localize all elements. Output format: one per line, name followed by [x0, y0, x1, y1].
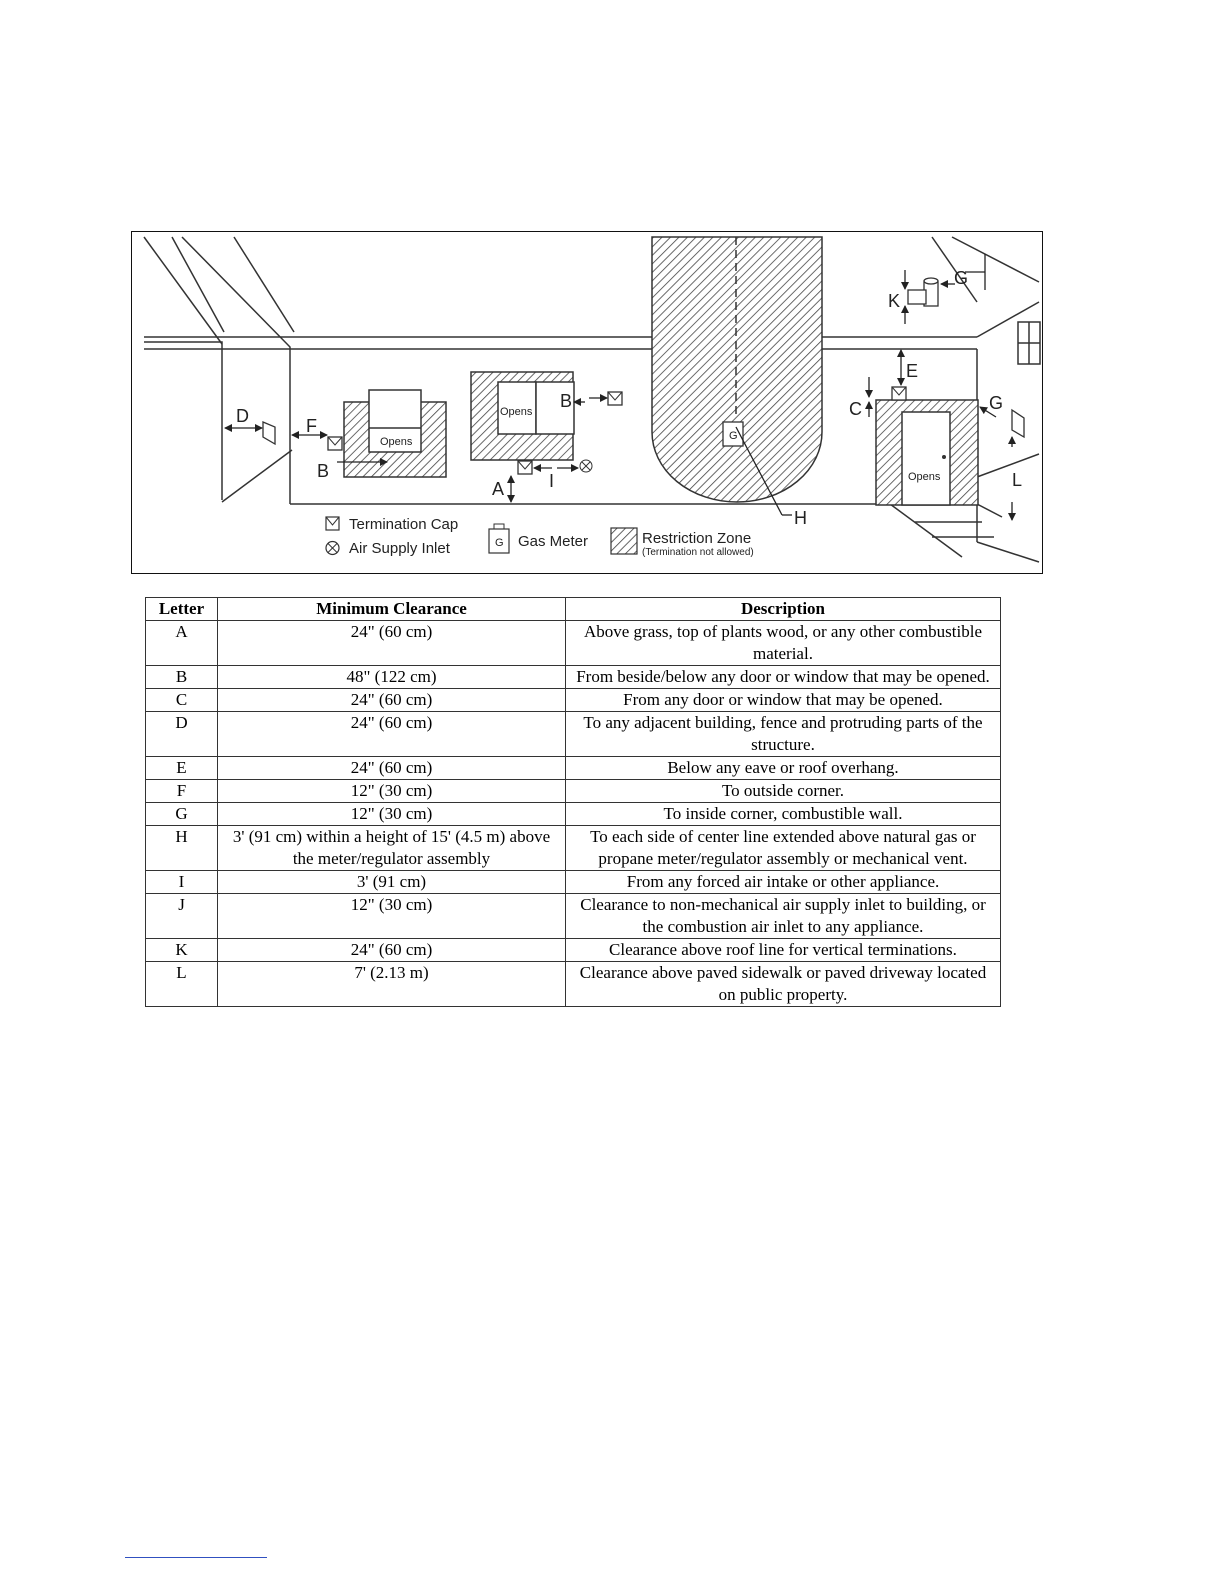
opens-label-2: Opens — [500, 406, 533, 418]
legend-termination-cap: Termination Cap — [349, 516, 459, 533]
table-row — [146, 712, 1001, 757]
table-row — [146, 689, 1001, 712]
table-row — [146, 939, 1001, 962]
row-letter: D — [146, 712, 218, 757]
label-D: D — [236, 406, 249, 426]
table-row — [146, 780, 1001, 803]
row-letter: I — [146, 871, 218, 894]
table-row — [146, 962, 1001, 1007]
row-clearance: 24" (60 cm) — [218, 689, 566, 712]
row-clearance: 24" (60 cm) — [218, 939, 566, 962]
legend-restriction-zone: Restriction Zone — [642, 530, 752, 547]
row-clearance: 24" (60 cm) — [218, 757, 566, 780]
table-row — [146, 826, 1001, 871]
row-letter: J — [146, 894, 218, 939]
table-row — [146, 757, 1001, 780]
row-letter: A — [146, 621, 218, 666]
row-clearance: 3' (91 cm) — [218, 871, 566, 894]
label-H: H — [794, 508, 807, 528]
opens-label-1: Opens — [380, 436, 413, 448]
label-C: C — [849, 399, 862, 419]
row-description: Clearance to non-mechanical air supply inlet to building, or the combustion air inlet to any appliance. — [566, 894, 1001, 939]
label-E: E — [906, 361, 919, 381]
legend-gas-meter: Gas Meter — [518, 533, 589, 550]
row-clearance: 24" (60 cm) — [218, 712, 566, 757]
vent-clearance-diagram — [131, 231, 1043, 574]
label-K: K — [888, 291, 901, 311]
row-letter: K — [146, 939, 218, 962]
row-letter: F — [146, 780, 218, 803]
label-G-right: G — [989, 393, 1004, 413]
row-description: To each side of center line extended above natural gas or propane meter/regulator assembly or mechanical vent. — [566, 826, 1001, 871]
label-B-center: B — [560, 391, 573, 411]
row-description: To outside corner. — [566, 780, 1001, 803]
table-row — [146, 666, 1001, 689]
row-letter: L — [146, 962, 218, 1007]
row-description: Clearance above paved sidewalk or paved driveway located on public property. — [566, 962, 1001, 1007]
row-description: To inside corner, combustible wall. — [566, 803, 1001, 826]
row-clearance: 24" (60 cm) — [218, 621, 566, 666]
row-description: Above grass, top of plants wood, or any other combustible material. — [566, 621, 1001, 666]
label-L: L — [1012, 470, 1023, 490]
row-clearance: 12" (30 cm) — [218, 803, 566, 826]
footnote-separator — [125, 1557, 267, 1558]
row-clearance: 3' (91 cm) within a height of 15' (4.5 m) above the meter/regulator assembly — [218, 826, 566, 871]
legend-meter-letter: G — [495, 537, 504, 549]
label-B-left: B — [317, 461, 330, 481]
row-description: From any door or window that may be opened. — [566, 689, 1001, 712]
gas-meter-letter: G — [729, 430, 738, 442]
table-row — [146, 894, 1001, 939]
legend-restriction-note: (Termination not allowed) — [642, 547, 754, 558]
label-F: F — [306, 416, 317, 436]
row-letter: H — [146, 826, 218, 871]
header-description: Description — [566, 598, 1001, 621]
opens-label-3: Opens — [908, 471, 941, 483]
table-header-row — [146, 598, 1001, 621]
clearance-table — [145, 597, 1001, 1007]
label-G-top: G — [954, 268, 969, 288]
header-letter: Letter — [146, 598, 218, 621]
row-letter: B — [146, 666, 218, 689]
header-minimum-clearance: Minimum Clearance — [218, 598, 566, 621]
table-row — [146, 803, 1001, 826]
row-clearance: 12" (30 cm) — [218, 894, 566, 939]
row-letter: G — [146, 803, 218, 826]
row-description: From beside/below any door or window that may be opened. — [566, 666, 1001, 689]
label-A: A — [492, 479, 505, 499]
row-clearance: 12" (30 cm) — [218, 780, 566, 803]
row-description: Clearance above roof line for vertical terminations. — [566, 939, 1001, 962]
label-I: I — [549, 471, 555, 491]
table-row — [146, 871, 1001, 894]
row-description: From any forced air intake or other appliance. — [566, 871, 1001, 894]
table-row — [146, 621, 1001, 666]
row-description: Below any eave or roof overhang. — [566, 757, 1001, 780]
row-clearance: 7' (2.13 m) — [218, 962, 566, 1007]
row-letter: C — [146, 689, 218, 712]
legend-air-supply-inlet: Air Supply Inlet — [349, 540, 450, 557]
row-description: To any adjacent building, fence and protruding parts of the structure. — [566, 712, 1001, 757]
row-letter: E — [146, 757, 218, 780]
legend — [326, 516, 754, 558]
row-clearance: 48" (122 cm) — [218, 666, 566, 689]
